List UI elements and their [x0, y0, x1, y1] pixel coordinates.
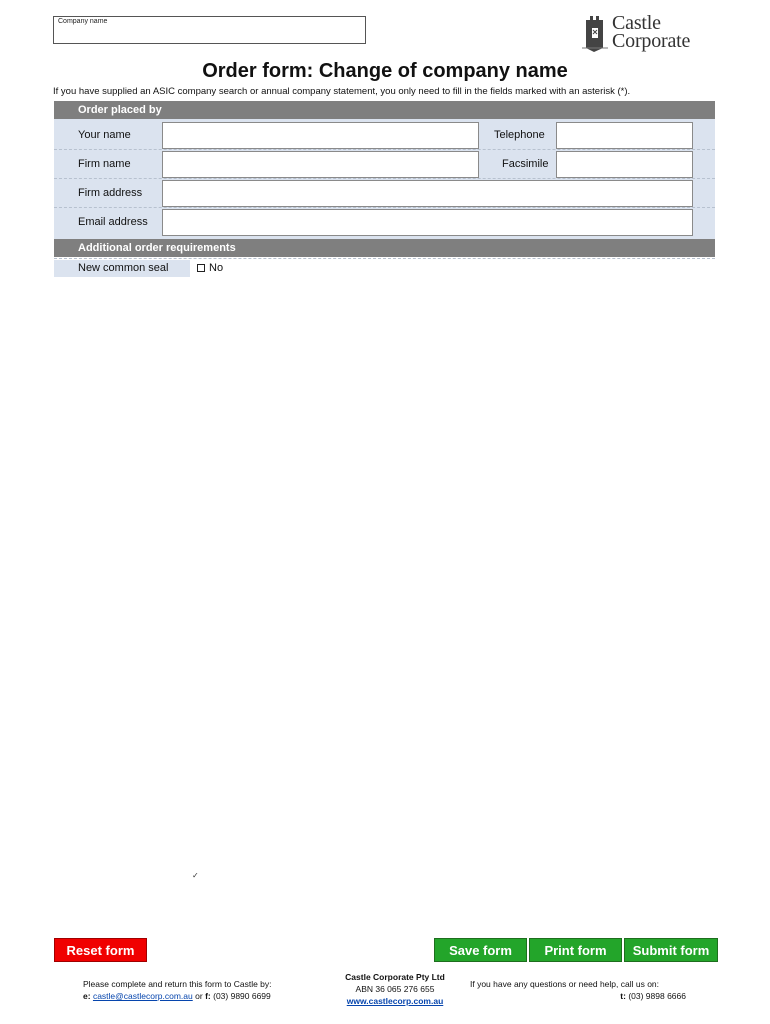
firm-address-input[interactable]: [162, 180, 693, 207]
footer-center: [300, 971, 490, 1007]
logo-line1: Castle: [612, 12, 661, 34]
check-mark: ✓: [192, 871, 199, 880]
new-common-seal-label: New common seal: [78, 262, 169, 274]
order-placed-by-heading: Order placed by: [54, 101, 715, 119]
facsimile-input[interactable]: [556, 151, 693, 178]
company-name-label: Company name: [58, 18, 108, 25]
footer-abn: ABN 36 065 276 655: [355, 984, 435, 994]
row-divider: [54, 207, 715, 208]
telephone-input[interactable]: [556, 122, 693, 149]
page-title: Order form: Change of company name: [202, 60, 568, 82]
telephone-label: Telephone: [494, 129, 545, 141]
seal-no-label: No: [209, 262, 224, 274]
footer-fax: (03) 9890 6699: [213, 991, 271, 1001]
reset-form-button[interactable]: Reset form: [54, 938, 147, 962]
footer-company-name: Castle Corporate Pty Ltd: [345, 972, 445, 982]
email-address-label: Email address: [78, 216, 148, 228]
firm-name-label: Firm name: [78, 158, 131, 170]
footer-right: [470, 978, 686, 1002]
row-divider: [54, 258, 715, 259]
castle-corporate-logo: [580, 14, 715, 54]
seal-no-option[interactable]: [197, 262, 223, 274]
row-divider: [54, 149, 715, 150]
save-form-button[interactable]: Save form: [434, 938, 527, 962]
your-name-label: Your name: [78, 129, 131, 141]
print-form-button[interactable]: Print form: [529, 938, 622, 962]
footer-website-link[interactable]: www.castlecorp.com.au: [346, 996, 444, 1006]
email-address-input[interactable]: [162, 209, 693, 236]
additional-requirements-heading: Additional order requirements: [54, 239, 715, 257]
facsimile-label: Facsimile: [502, 158, 549, 170]
logo-line2: Corporate: [612, 30, 691, 52]
footer-phone-prefix: t:: [620, 991, 626, 1001]
footer-left: [83, 978, 303, 1002]
footer-help-text: If you have any questions or need help, call us on:: [470, 979, 660, 989]
your-name-input[interactable]: [162, 122, 479, 149]
firm-name-input[interactable]: [162, 151, 479, 178]
firm-address-label: Firm address: [78, 187, 143, 199]
footer-email-prefix: e:: [83, 991, 91, 1001]
submit-form-button[interactable]: Submit form: [624, 938, 718, 962]
footer-phone: (03) 9898 6666: [628, 991, 686, 1001]
castle-tower-icon: [580, 14, 610, 52]
footer-or: or: [195, 991, 203, 1001]
seal-no-checkbox[interactable]: [197, 264, 205, 272]
company-name-field[interactable]: [53, 16, 366, 44]
footer-email-link[interactable]: castle@castlecorp.com.au: [92, 991, 193, 1001]
form-instructions: If you have supplied an ASIC company search or annual company statement, you only need to fill in the fields marked with an asterisk (*).: [53, 86, 631, 97]
row-divider: [54, 178, 715, 179]
footer-fax-prefix: f:: [205, 991, 211, 1001]
footer-return-text: Please complete and return this form to Castle by:: [83, 979, 272, 989]
